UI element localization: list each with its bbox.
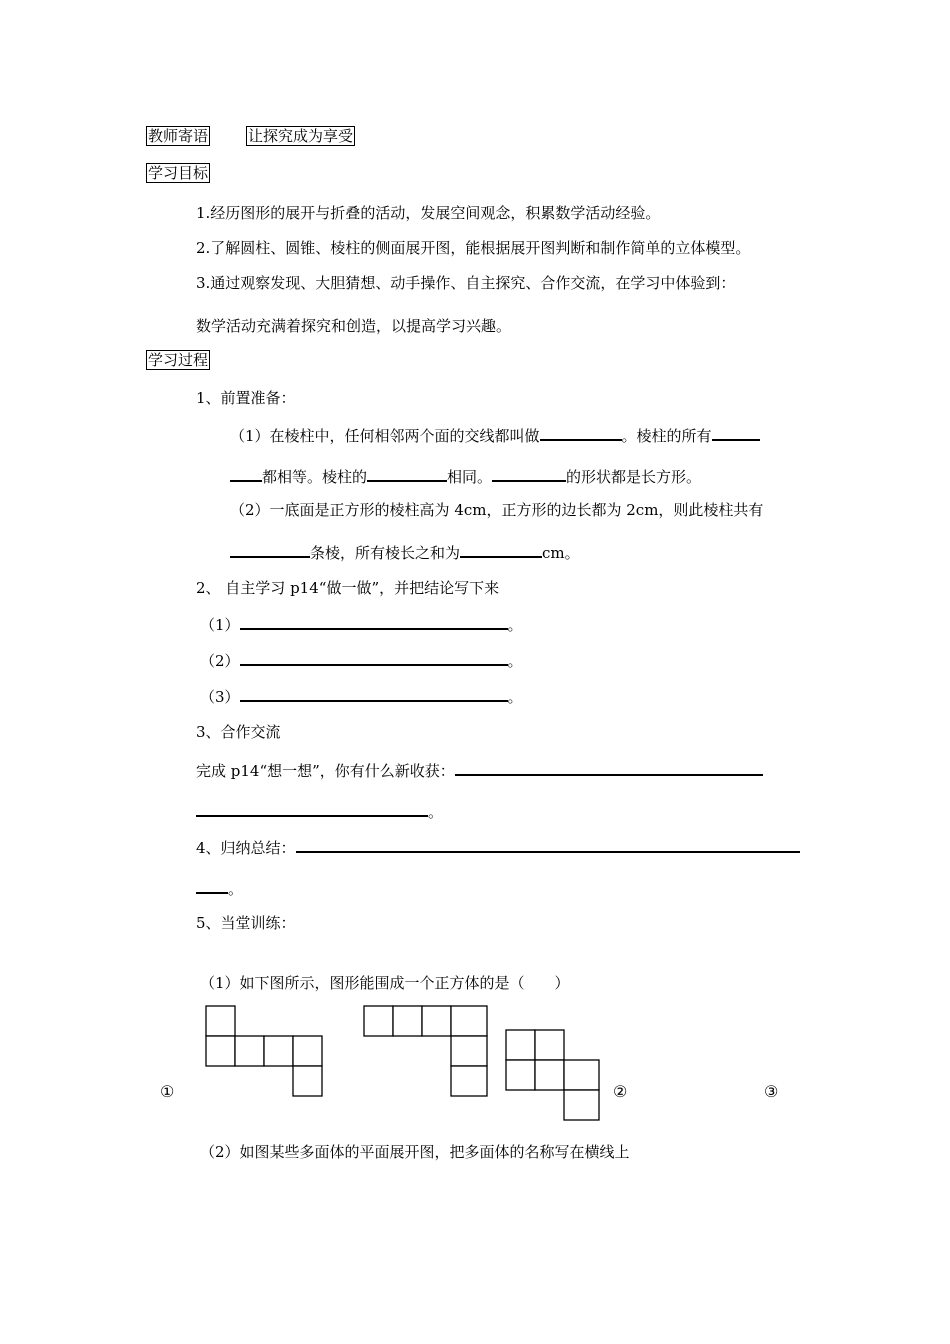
- answer-blank[interactable]: [196, 801, 428, 817]
- section-3-prompt: [196, 760, 763, 781]
- figure-label-1: ①: [160, 1082, 175, 1101]
- answer-blank[interactable]: [240, 686, 508, 702]
- section-1-q2-line1: （2）一底面是正方形的棱柱高为 4cm，正方形的边长都为 2cm，则此棱柱共有: [230, 501, 764, 519]
- section-2-item: [200, 650, 523, 671]
- section-4-continuation: [196, 878, 243, 899]
- answer-blank[interactable]: [712, 425, 760, 441]
- line-end: 。: [428, 803, 444, 821]
- practice-q1: （1）如下图所示，图形能围成一个正方体的是（ ）: [200, 974, 570, 992]
- figure-label-3: ③: [764, 1082, 779, 1101]
- item-label: （1）: [200, 616, 240, 634]
- answer-blank[interactable]: [240, 650, 508, 666]
- goal-item: 数学活动充满着探究和创造，以提高学习兴趣。: [196, 317, 512, 335]
- section-4-prompt: [196, 837, 800, 858]
- line-end: 。: [228, 880, 244, 898]
- cube-net-3: [505, 1029, 603, 1123]
- item-end: 。: [507, 652, 523, 670]
- answer-blank[interactable]: [196, 878, 228, 894]
- section-2-item: [200, 614, 523, 635]
- answer-blank[interactable]: [492, 466, 566, 482]
- section-5-title: 5、当堂训练：: [196, 914, 296, 932]
- section-2-item: [200, 686, 523, 707]
- goal-item: 2.了解圆柱、圆锥、棱柱的侧面展开图，能根据展开图判断和制作简单的立体模型。: [196, 239, 751, 257]
- q1-text-d: 相同。: [447, 468, 493, 486]
- goal-item: 3.通过观察发现、大胆猜想、动手操作、自主探究、合作交流，在学习中体验到：: [196, 274, 736, 292]
- goals-title: 学习目标: [148, 164, 209, 182]
- answer-blank[interactable]: [460, 542, 542, 558]
- figure-label-2: ②: [613, 1082, 628, 1101]
- answer-blank[interactable]: [540, 425, 622, 441]
- section-2-title: 2、 自主学习 p14“做一做”，并把结论写下来: [196, 579, 500, 597]
- q1-text-a: （1）在棱柱中，任何相邻两个面的交线都叫做: [230, 427, 540, 445]
- prompt-text: 4、归纳总结：: [196, 839, 296, 857]
- section-3-continuation: [196, 801, 443, 822]
- q1-text-e: 的形状都是长方形。: [566, 468, 702, 486]
- section-3-title: 3、合作交流: [196, 723, 281, 741]
- section-1-q2-line2: [230, 542, 580, 563]
- answer-blank[interactable]: [230, 542, 310, 558]
- practice-q2: （2）如图某些多面体的平面展开图，把多面体的名称写在横线上: [200, 1143, 630, 1161]
- item-end: 。: [507, 688, 523, 706]
- prompt-text: 完成 p14“想一想”，你有什么新收获：: [196, 762, 455, 780]
- section-1-q1-line1: [230, 425, 760, 446]
- q1-text-b: 。棱柱的所有: [621, 427, 712, 445]
- teacher-words-label: 教师寄语: [148, 127, 209, 145]
- section-1-q1-line2: [230, 466, 701, 487]
- item-label: （2）: [200, 652, 240, 670]
- process-title: 学习过程: [148, 351, 209, 369]
- q2-text-c: cm。: [542, 544, 580, 562]
- section-1-title: 1、前置准备：: [196, 389, 296, 407]
- answer-blank[interactable]: [240, 614, 508, 630]
- answer-blank[interactable]: [367, 466, 447, 482]
- q1-text-c: 都相等。棱柱的: [262, 468, 368, 486]
- teacher-words-text: 让探究成为享受: [248, 127, 354, 145]
- answer-blank[interactable]: [455, 760, 763, 776]
- goal-item: 1.经历图形的展开与折叠的活动，发展空间观念，积累数学活动经验。: [196, 204, 661, 222]
- cube-net-2: [363, 1005, 491, 1097]
- q2-text-b: 条棱，所有棱长之和为: [310, 544, 461, 562]
- item-end: 。: [507, 616, 523, 634]
- answer-blank[interactable]: [296, 837, 800, 853]
- cube-net-1: [205, 1005, 325, 1097]
- answer-blank[interactable]: [230, 466, 262, 482]
- item-label: （3）: [200, 688, 240, 706]
